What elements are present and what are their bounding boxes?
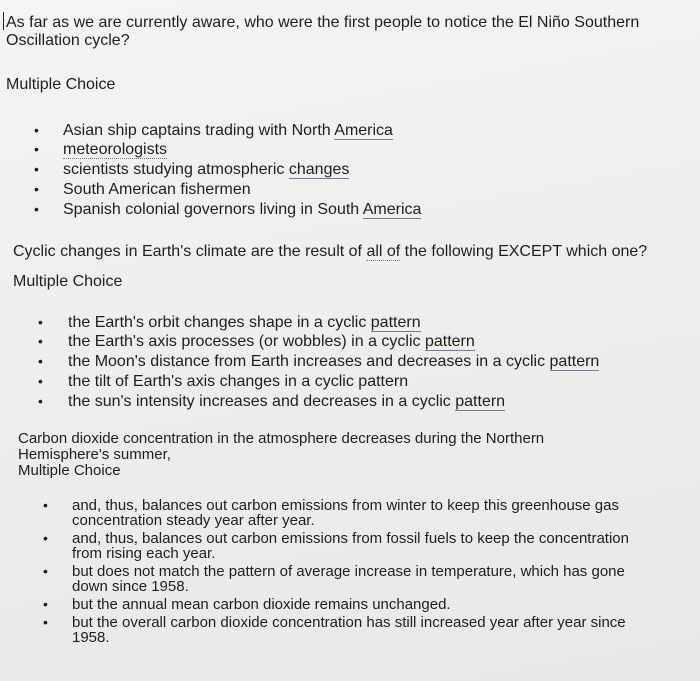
option-item[interactable]: • Asian ship captains trading with North America	[34, 122, 393, 139]
bullet-icon: •	[38, 314, 43, 330]
bullet-icon: •	[38, 393, 43, 409]
option-item[interactable]: • South American fishermen	[34, 181, 251, 198]
keyword-link[interactable]: meteorologists	[63, 141, 168, 158]
question-1-prompt-line-1: As far as we are currently aware, who were the first people to notice the El Niño Southern	[6, 14, 640, 31]
keyword-link[interactable]: pattern	[455, 393, 506, 410]
question-3-options	[0, 498, 682, 648]
question-3-prompt	[0, 431, 700, 463]
question-1-prompt-line-2: Oscillation cycle?	[6, 32, 130, 49]
option-item[interactable]: • and, thus, balances out carbon emissions from winter to keep this greenhouse gas concentration steady year after year.	[43, 497, 619, 529]
option-item[interactable]: • the sun's intensity increases and decreases in a cyclic pattern	[38, 393, 506, 410]
keyword-link[interactable]: changes	[288, 161, 350, 178]
option-item[interactable]: • Spanish colonial governors living in South America	[34, 201, 422, 218]
option-item[interactable]: • the Earth's axis processes (or wobbles) in a cyclic pattern	[38, 333, 475, 350]
keyword-link[interactable]: all of	[366, 243, 401, 260]
keyword-link[interactable]: America	[334, 122, 393, 139]
question-1	[0, 14, 700, 218]
option-item[interactable]: • the tilt of Earth's axis changes in a cyclic pattern	[38, 373, 409, 390]
option-item[interactable]: • and, thus, balances out carbon emissions from fossil fuels to keep the concentration from rising each year.	[43, 530, 629, 562]
bullet-icon: •	[38, 353, 43, 369]
question-3-type-label: Multiple Choice	[18, 462, 121, 479]
question-1-prompt	[0, 14, 700, 50]
bullet-icon: •	[34, 161, 39, 177]
question-2-options	[0, 314, 599, 410]
option-item[interactable]: • but does not match the pattern of average increase in temperature, which has gone down since 1958.	[43, 563, 625, 595]
bullet-icon: •	[38, 373, 43, 389]
keyword-link[interactable]: America	[362, 201, 422, 218]
bullet-icon: •	[43, 563, 48, 579]
keyword-link[interactable]: pattern	[549, 353, 600, 370]
bullet-icon: •	[43, 614, 48, 630]
bullet-icon: •	[38, 333, 43, 349]
keyword-link[interactable]: pattern	[424, 333, 475, 350]
bullet-icon: •	[43, 530, 48, 546]
keyword-link[interactable]: pattern	[370, 314, 421, 331]
bullet-icon: •	[43, 497, 48, 513]
question-2-prompt: Cyclic changes in Earth's climate are the result of all of the following EXCEPT which one?	[13, 243, 648, 260]
question-1-options	[0, 122, 421, 218]
bullet-icon: •	[43, 596, 48, 612]
question-2-type-label: Multiple Choice	[13, 273, 123, 290]
question-3	[0, 430, 700, 646]
question-2	[0, 243, 700, 410]
bullet-icon: •	[34, 122, 39, 138]
option-item[interactable]: • the Moon's distance from Earth increases and decreases in a cyclic pattern	[38, 353, 600, 370]
option-item[interactable]: • the Earth's orbit changes shape in a cyclic pattern	[38, 314, 421, 331]
question-3-prompt-line-1: Carbon dioxide concentration in the atmosphere decreases during the Northern	[18, 430, 545, 447]
bullet-icon: •	[34, 201, 39, 217]
bullet-icon: •	[34, 141, 39, 157]
option-item[interactable]: • but the annual mean carbon dioxide remains unchanged.	[43, 596, 451, 613]
option-item[interactable]: • scientists studying atmospheric changes	[34, 161, 350, 178]
option-item[interactable]	[0, 141, 421, 158]
question-3-prompt-line-2: Hemisphere's summer,	[18, 446, 171, 463]
question-1-type-label: Multiple Choice	[6, 76, 116, 93]
option-item[interactable]: • but the overall carbon dioxide concentration has still increased year after year since 1958.	[43, 614, 626, 646]
bullet-icon: •	[34, 181, 39, 197]
